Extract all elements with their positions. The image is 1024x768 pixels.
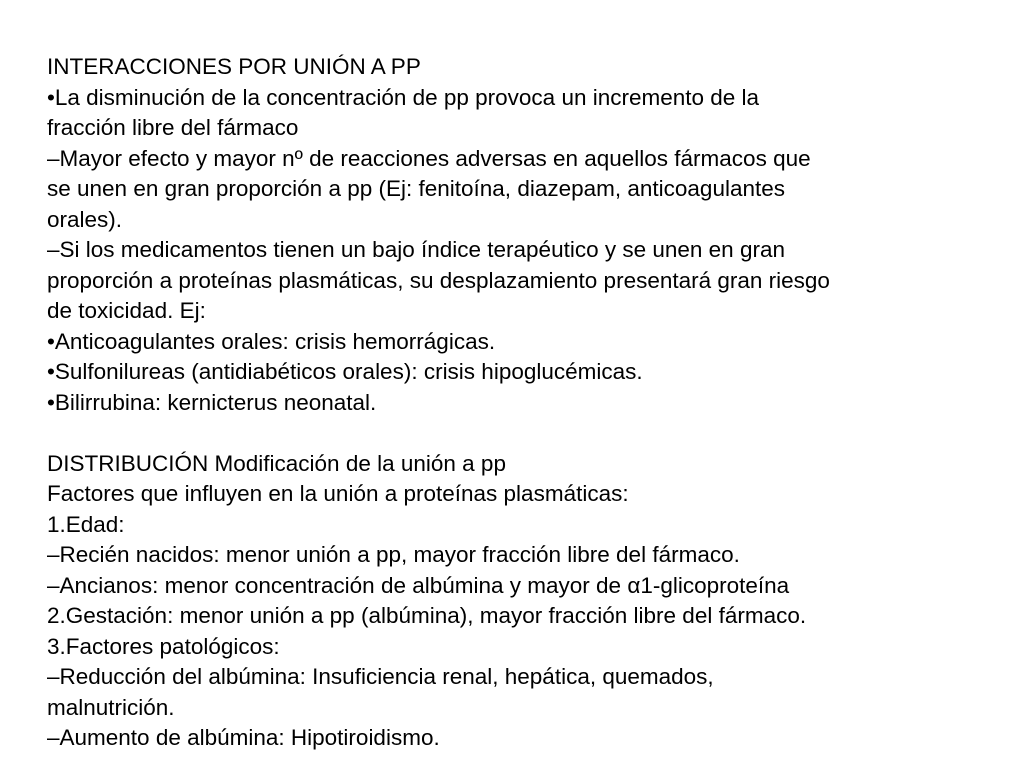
text-line: Factores que influyen en la unión a proteínas plasmáticas:: [47, 481, 629, 506]
section-title-interacciones: INTERACCIONES POR UNIÓN A PP: [47, 54, 421, 79]
text-line: •Anticoagulantes orales: crisis hemorrágicas.: [47, 328, 496, 354]
text-line: •Bilirrubina: kernicterus neonatal.: [47, 389, 377, 415]
text-line: orales).: [47, 206, 123, 232]
text-line: 1.Edad:: [47, 511, 125, 537]
text-line: se unen en gran proporción a pp (Ej: fenitoína, diazepam, anticoagulantes: [47, 176, 785, 201]
text-line: 3.Factores patológicos:: [47, 633, 280, 659]
text-line: –Ancianos: menor concentración de albúmina y mayor de α1-glicoproteína: [47, 572, 790, 598]
text-line: •La disminución de la concentración de pp provoca un incremento de la: [47, 84, 760, 110]
text-line: –Mayor efecto y mayor nº de reacciones adversas en aquellos fármacos que: [47, 145, 811, 171]
slide-text-body: [47, 52, 1007, 754]
text-line: –Reducción del albúmina: Insuficiencia renal, hepática, quemados,: [47, 664, 714, 689]
section-spacer: [47, 418, 1007, 449]
text-line: 2.Gestación: menor unión a pp (albúmina), mayor fracción libre del fármaco.: [47, 603, 807, 628]
section-title-distribucion: DISTRIBUCIÓN Modificación de la unión a pp: [47, 450, 506, 476]
text-line: •Sulfonilureas (antidiabéticos orales): crisis hipoglucémicas.: [47, 359, 643, 384]
text-line: –Recién nacidos: menor unión a pp, mayor fracción libre del fármaco.: [47, 542, 740, 567]
text-line: malnutrición.: [47, 694, 175, 720]
text-line: fracción libre del fármaco: [47, 115, 299, 140]
text-line: –Si los medicamentos tienen un bajo índice terapéutico y se unen en gran: [47, 237, 785, 262]
text-line: de toxicidad. Ej:: [47, 298, 206, 323]
text-line: proporción a proteínas plasmáticas, su desplazamiento presentará gran riesgo: [47, 267, 830, 293]
text-line: –Aumento de albúmina: Hipotiroidismo.: [47, 725, 440, 750]
